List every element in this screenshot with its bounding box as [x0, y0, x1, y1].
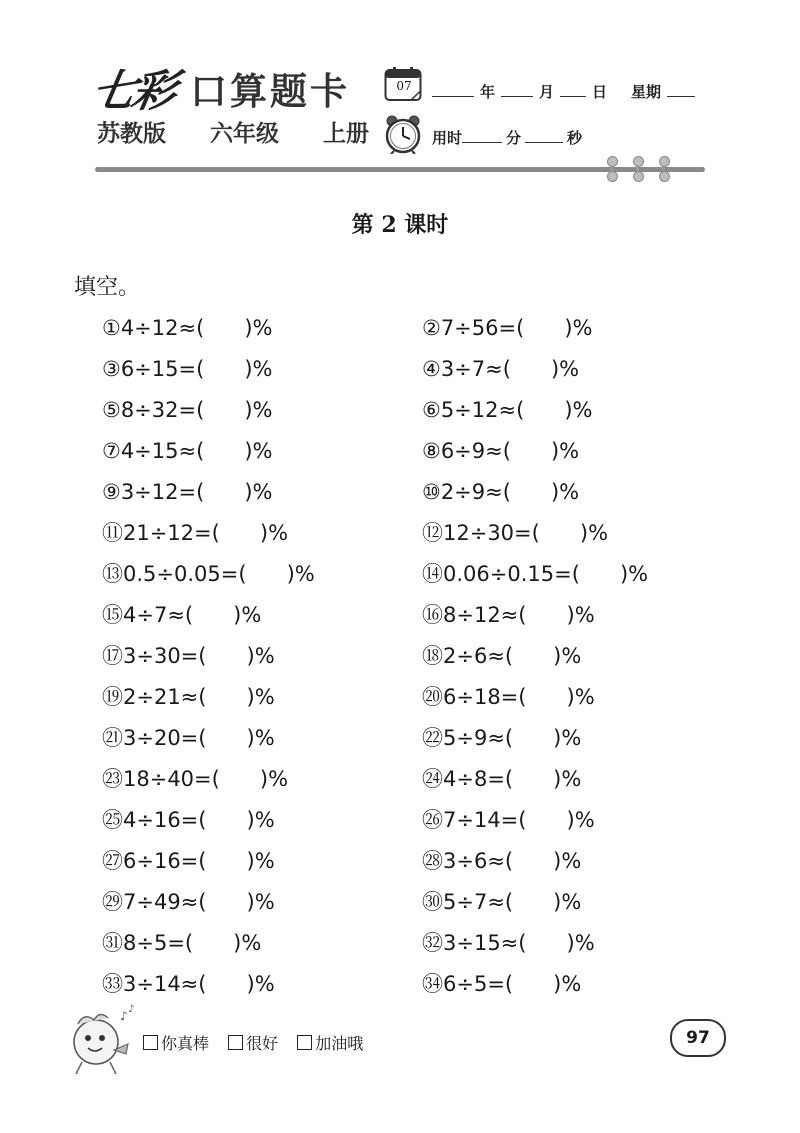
problem-item[interactable]: ㉖7÷14=( )%: [422, 808, 595, 832]
problem-item[interactable]: ⑨3÷12=( )%: [102, 480, 273, 504]
problem-item[interactable]: ⑬0.5÷0.05=( )%: [102, 562, 315, 586]
problem-item[interactable]: ⑥5÷12≈( )%: [422, 398, 593, 422]
self-rating: [143, 1032, 377, 1056]
problem-item[interactable]: ㉓18÷40=( )%: [102, 767, 289, 791]
problem-item[interactable]: ㉙7÷49≈( )%: [102, 890, 275, 914]
problem-item[interactable]: ⑮4÷7≈( )%: [102, 603, 262, 627]
problem-item[interactable]: ㉒5÷9≈( )%: [422, 726, 582, 750]
rating-option[interactable]: [297, 1034, 363, 1053]
problem-item[interactable]: ㉞6÷5=( )%: [422, 972, 582, 996]
mascot-illustration: [64, 1004, 140, 1076]
problem-item[interactable]: ⑧6÷9≈( )%: [422, 439, 580, 463]
problem-item[interactable]: ㉚5÷7≈( )%: [422, 890, 582, 914]
problem-item[interactable]: ⑰3÷30=( )%: [102, 644, 275, 668]
minutes-blank[interactable]: [462, 126, 502, 143]
problem-item[interactable]: ②7÷56=( )%: [422, 316, 593, 340]
time-used-label: 用时: [432, 129, 463, 147]
minutes-label: 分: [506, 129, 522, 147]
brand-title: 口算题卡: [190, 70, 350, 113]
rating-option[interactable]: [228, 1034, 278, 1053]
binder-ring: [662, 158, 665, 180]
checkbox-icon[interactable]: [228, 1035, 243, 1050]
problem-item[interactable]: ⑪21÷12=( )%: [102, 521, 289, 545]
date-fields: [432, 80, 695, 102]
problem-item[interactable]: ④3÷7≈( )%: [422, 357, 580, 381]
day-label: 日: [592, 83, 608, 101]
seconds-label: 秒: [567, 129, 583, 147]
problem-item[interactable]: ⑫12÷30=( )%: [422, 521, 609, 545]
problem-item[interactable]: ㉛8÷5=( )%: [102, 931, 262, 955]
rating-label: 加油哦: [315, 1034, 364, 1053]
checkbox-icon[interactable]: [297, 1035, 312, 1050]
seconds-blank[interactable]: [525, 126, 563, 143]
year-label: 年: [480, 83, 496, 101]
problem-item[interactable]: ⑦4÷15≈( )%: [102, 439, 273, 463]
problem-item[interactable]: ⑯8÷12≈( )%: [422, 603, 595, 627]
problem-item[interactable]: ⑲2÷21≈( )%: [102, 685, 275, 709]
month-label: 月: [539, 83, 555, 101]
year-blank[interactable]: [432, 80, 474, 97]
day-blank[interactable]: [560, 80, 586, 97]
page-number: 97: [670, 1019, 726, 1057]
problem-item[interactable]: ⑩2÷9≈( )%: [422, 480, 580, 504]
time-fields: [432, 126, 586, 148]
binder-ring: [636, 158, 639, 180]
problem-item[interactable]: ㉕4÷16=( )%: [102, 808, 275, 832]
rating-label: 你真棒: [161, 1034, 210, 1053]
problem-item[interactable]: ㉗6÷16=( )%: [102, 849, 275, 873]
problem-item[interactable]: ㉜3÷15≈( )%: [422, 931, 595, 955]
problem-item[interactable]: ⑭0.06÷0.15=( )%: [422, 562, 649, 586]
problem-item[interactable]: ㉑3÷20=( )%: [102, 726, 275, 750]
instruction-text: 填空。: [74, 275, 141, 300]
svg-text:♪: ♪: [128, 1004, 135, 1015]
lesson-title: 第 2 课时: [351, 212, 449, 238]
binder-ring: [610, 158, 613, 180]
edition-label: 苏教版 六年级 上册: [97, 121, 370, 147]
rating-option[interactable]: [143, 1034, 209, 1053]
svg-text:♪: ♪: [120, 1009, 128, 1023]
problem-item[interactable]: ⑱2÷6≈( )%: [422, 644, 582, 668]
problem-item[interactable]: ㉘3÷6≈( )%: [422, 849, 582, 873]
calendar-day: 07: [396, 79, 412, 93]
month-blank[interactable]: [501, 80, 533, 97]
problem-item[interactable]: ㉔4÷8=( )%: [422, 767, 582, 791]
brand-logo: 七彩: [87, 66, 177, 117]
weekday-blank[interactable]: [667, 80, 695, 97]
rating-label: 很好: [246, 1034, 279, 1053]
clock-icon: [383, 114, 423, 154]
problem-item[interactable]: ⑳6÷18=( )%: [422, 685, 595, 709]
problem-item[interactable]: ⑤8÷32=( )%: [102, 398, 273, 422]
problem-item[interactable]: ①4÷12≈( )%: [102, 316, 273, 340]
problem-item[interactable]: ③6÷15=( )%: [102, 357, 273, 381]
weekday-label: 星期: [631, 83, 662, 101]
problem-item[interactable]: ㉝3÷14≈( )%: [102, 972, 275, 996]
checkbox-icon[interactable]: [143, 1035, 158, 1050]
